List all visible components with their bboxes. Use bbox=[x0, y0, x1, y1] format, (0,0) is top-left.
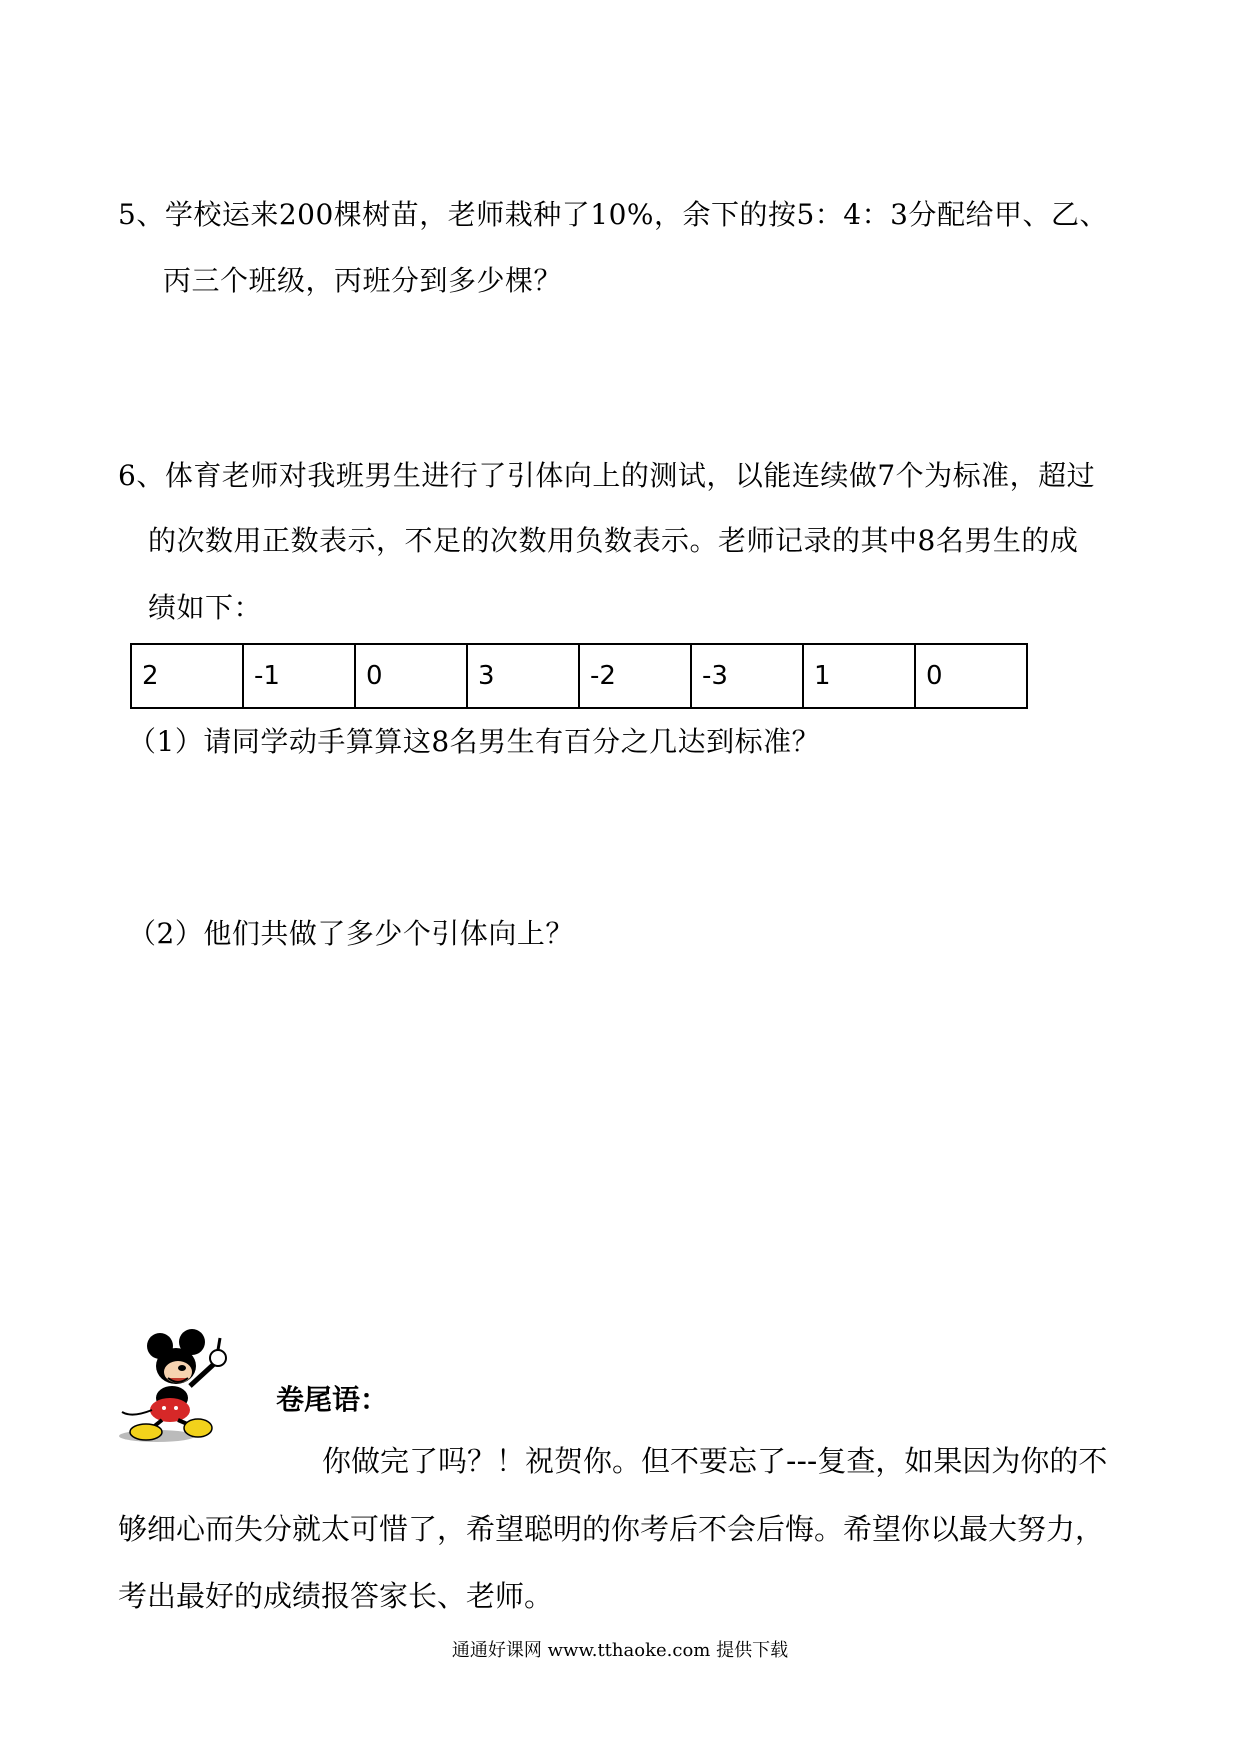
question-6-line-1: 6、体育老师对我班男生进行了引体向上的测试，以能连续做7个为标准，超过 bbox=[118, 459, 1096, 492]
score-cell: 1 bbox=[803, 644, 915, 708]
score-cell: 3 bbox=[467, 644, 579, 708]
question-5-line-2: 丙三个班级，丙班分到多少棵？ bbox=[163, 264, 563, 297]
question-5-line-1: 5、学校运来200棵树苗，老师栽种了10%，余下的按5：4：3分配给甲、乙、 bbox=[118, 198, 1108, 231]
score-cell: -1 bbox=[243, 644, 355, 708]
scores-table bbox=[130, 643, 1028, 709]
score-cell: 0 bbox=[915, 644, 1027, 708]
epilogue-title: 卷尾语： bbox=[276, 1383, 389, 1416]
footer-source: 通通好课网 www.tthaoke.com 提供下载 bbox=[451, 1640, 789, 1661]
score-cell: -3 bbox=[691, 644, 803, 708]
mouse-mascot-icon bbox=[112, 1328, 262, 1448]
question-6-line-3: 绩如下： bbox=[148, 591, 263, 624]
scores-row bbox=[131, 644, 1027, 708]
sub-question-1: （1）请同学动手算算这8名男生有百分之几达到标准？ bbox=[128, 725, 821, 758]
epilogue-line-3: 考出最好的成绩报答家长、老师。 bbox=[118, 1579, 554, 1613]
epilogue-line-2: 够细心而失分就太可惜了，希望聪明的你考后不会后悔。希望你以最大努力， bbox=[118, 1512, 1105, 1546]
sub-question-2: （2）他们共做了多少个引体向上？ bbox=[128, 917, 574, 950]
epilogue-line-1: 你做完了吗？！祝贺你。但不要忘了---复查，如果因为你的不 bbox=[322, 1444, 1108, 1478]
score-cell: 2 bbox=[131, 644, 243, 708]
score-cell: 0 bbox=[355, 644, 467, 708]
score-cell: -2 bbox=[579, 644, 691, 708]
question-6-line-2: 的次数用正数表示，不足的次数用负数表示。老师记录的其中8名男生的成 bbox=[148, 524, 1079, 557]
